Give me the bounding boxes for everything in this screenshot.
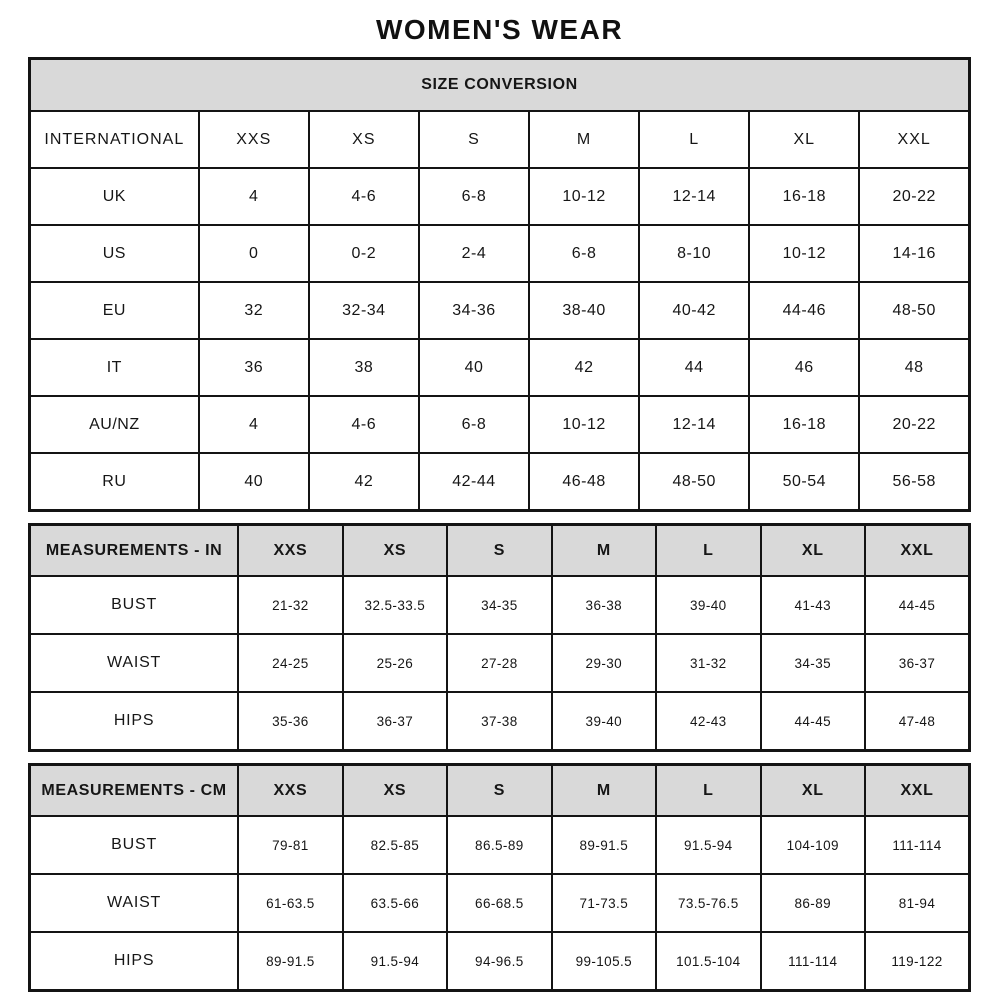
cell-value: 4 — [199, 396, 309, 453]
row-label: WAIST — [30, 874, 239, 932]
cell-value: 4-6 — [309, 168, 419, 225]
table-row — [30, 692, 970, 751]
cell-value: 10-12 — [529, 168, 639, 225]
cell-value: 46 — [749, 339, 859, 396]
cell-value: 36-38 — [552, 576, 656, 634]
column-header: L — [656, 765, 760, 817]
cell-value: 48-50 — [859, 282, 969, 339]
cell-value: 16-18 — [749, 168, 859, 225]
column-header: S — [447, 525, 551, 577]
column-header: M — [529, 111, 639, 168]
cell-value: 66-68.5 — [447, 874, 551, 932]
table-row — [30, 634, 970, 692]
cell-value: 36-37 — [343, 692, 447, 751]
column-header: XL — [761, 765, 865, 817]
table-row — [30, 225, 970, 282]
cell-value: 86.5-89 — [447, 816, 551, 874]
cell-value: 111-114 — [761, 932, 865, 991]
column-header-row — [30, 765, 970, 817]
cell-value: 12-14 — [639, 168, 749, 225]
size-conversion-table — [28, 57, 971, 512]
column-header: XL — [749, 111, 859, 168]
table-row — [30, 576, 970, 634]
row-label: BUST — [30, 816, 239, 874]
row-label: RU — [30, 453, 199, 511]
row-label: AU/NZ — [30, 396, 199, 453]
cell-value: 39-40 — [552, 692, 656, 751]
cell-value: 32 — [199, 282, 309, 339]
cell-value: 86-89 — [761, 874, 865, 932]
cell-value: 48-50 — [639, 453, 749, 511]
column-header: XS — [343, 525, 447, 577]
cell-value: 94-96.5 — [447, 932, 551, 991]
cell-value: 0-2 — [309, 225, 419, 282]
cell-value: 111-114 — [865, 816, 970, 874]
row-label: WAIST — [30, 634, 239, 692]
column-header: XS — [343, 765, 447, 817]
cell-value: 82.5-85 — [343, 816, 447, 874]
cell-value: 89-91.5 — [238, 932, 342, 991]
cell-value: 61-63.5 — [238, 874, 342, 932]
table-row — [30, 453, 970, 511]
cell-value: 91.5-94 — [656, 816, 760, 874]
cell-value: 44-45 — [761, 692, 865, 751]
cell-value: 10-12 — [749, 225, 859, 282]
cell-value: 16-18 — [749, 396, 859, 453]
cell-value: 24-25 — [238, 634, 342, 692]
cell-value: 42-44 — [419, 453, 529, 511]
column-header-row — [30, 525, 970, 577]
table-row — [30, 168, 970, 225]
cell-value: 6-8 — [419, 168, 529, 225]
column-header: L — [639, 111, 749, 168]
table-row — [30, 816, 970, 874]
cell-value: 12-14 — [639, 396, 749, 453]
row-label: BUST — [30, 576, 239, 634]
cell-value: 37-38 — [447, 692, 551, 751]
cell-value: 42-43 — [656, 692, 760, 751]
cell-value: 47-48 — [865, 692, 970, 751]
cell-value: 32-34 — [309, 282, 419, 339]
page-title: WOMEN'S WEAR — [375, 14, 624, 45]
row-label: HIPS — [30, 932, 239, 991]
cell-value: 25-26 — [343, 634, 447, 692]
cell-value: 21-32 — [238, 576, 342, 634]
cell-value: 32.5-33.5 — [343, 576, 447, 634]
cell-value: 8-10 — [639, 225, 749, 282]
cell-value: 0 — [199, 225, 309, 282]
cell-value: 6-8 — [419, 396, 529, 453]
cell-value: 10-12 — [529, 396, 639, 453]
cell-value: 71-73.5 — [552, 874, 656, 932]
column-header: XXL — [859, 111, 969, 168]
column-header: INTERNATIONAL — [30, 111, 199, 168]
table-row — [30, 874, 970, 932]
column-header: XXL — [865, 765, 970, 817]
column-header: S — [419, 111, 529, 168]
cell-value: 99-105.5 — [552, 932, 656, 991]
cell-value: 2-4 — [419, 225, 529, 282]
cell-value: 6-8 — [529, 225, 639, 282]
cell-value: 29-30 — [552, 634, 656, 692]
cell-value: 46-48 — [529, 453, 639, 511]
cell-value: 40 — [419, 339, 529, 396]
column-header: XXS — [238, 525, 342, 577]
band-row — [30, 59, 970, 112]
row-label: EU — [30, 282, 199, 339]
table-row — [30, 932, 970, 991]
column-header: S — [447, 765, 551, 817]
cell-value: 41-43 — [761, 576, 865, 634]
cell-value: 40 — [199, 453, 309, 511]
cell-value: 4 — [199, 168, 309, 225]
cell-value: 35-36 — [238, 692, 342, 751]
cell-value: 34-35 — [761, 634, 865, 692]
cell-value: 42 — [529, 339, 639, 396]
table-row — [30, 282, 970, 339]
cell-value: 31-32 — [656, 634, 760, 692]
cell-value: 44-46 — [749, 282, 859, 339]
cell-value: 42 — [309, 453, 419, 511]
table-row — [30, 339, 970, 396]
column-header: MEASUREMENTS - CM — [30, 765, 239, 817]
cell-value: 34-36 — [419, 282, 529, 339]
cell-value: 36 — [199, 339, 309, 396]
cell-value: 36-37 — [865, 634, 970, 692]
cell-value: 104-109 — [761, 816, 865, 874]
cell-value: 14-16 — [859, 225, 969, 282]
column-header: XXL — [865, 525, 970, 577]
cell-value: 73.5-76.5 — [656, 874, 760, 932]
cell-value: 50-54 — [749, 453, 859, 511]
cell-value: 4-6 — [309, 396, 419, 453]
column-header: L — [656, 525, 760, 577]
cell-value: 56-58 — [859, 453, 969, 511]
cell-value: 20-22 — [859, 168, 969, 225]
column-header: MEASUREMENTS - IN — [30, 525, 239, 577]
cell-value: 39-40 — [656, 576, 760, 634]
cell-value: 44 — [639, 339, 749, 396]
column-header-row — [30, 111, 970, 168]
cell-value: 20-22 — [859, 396, 969, 453]
cell-value: 81-94 — [865, 874, 970, 932]
cell-value: 91.5-94 — [343, 932, 447, 991]
column-header: XXS — [199, 111, 309, 168]
band-title: SIZE CONVERSION — [30, 59, 970, 112]
cell-value: 89-91.5 — [552, 816, 656, 874]
row-label: UK — [30, 168, 199, 225]
column-header: M — [552, 765, 656, 817]
cell-value: 101.5-104 — [656, 932, 760, 991]
row-label: IT — [30, 339, 199, 396]
cell-value: 44-45 — [865, 576, 970, 634]
cell-value: 48 — [859, 339, 969, 396]
column-header: XS — [309, 111, 419, 168]
cell-value: 27-28 — [447, 634, 551, 692]
cell-value: 63.5-66 — [343, 874, 447, 932]
cell-value: 119-122 — [865, 932, 970, 991]
cell-value: 38-40 — [529, 282, 639, 339]
cell-value: 79-81 — [238, 816, 342, 874]
row-label: HIPS — [30, 692, 239, 751]
column-header: XXS — [238, 765, 342, 817]
column-header: M — [552, 525, 656, 577]
column-header: XL — [761, 525, 865, 577]
measurements-in-table — [28, 523, 971, 752]
row-label: US — [30, 225, 199, 282]
cell-value: 34-35 — [447, 576, 551, 634]
cell-value: 38 — [309, 339, 419, 396]
measurements-cm-table — [28, 763, 971, 992]
cell-value: 40-42 — [639, 282, 749, 339]
table-row — [30, 396, 970, 453]
